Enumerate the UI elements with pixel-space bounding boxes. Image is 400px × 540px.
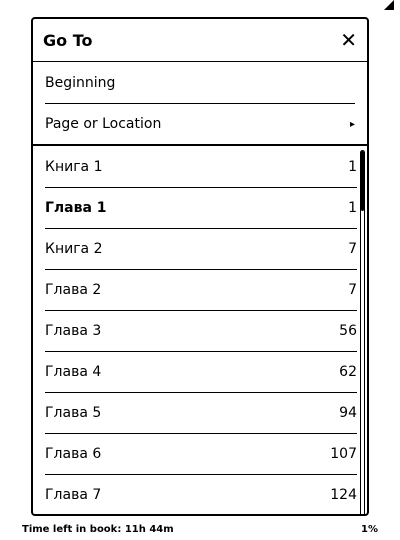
toc-item-label: Книга 2: [45, 241, 103, 257]
toc-item-page: 124: [330, 487, 357, 503]
go-to-beginning[interactable]: [45, 62, 355, 103]
toc-item-label: Глава 4: [45, 364, 102, 380]
toc-item-label: Глава 2: [45, 282, 102, 298]
toc-item[interactable]: [45, 228, 357, 269]
toc-item-label: Глава 3: [45, 323, 102, 339]
toc-item[interactable]: [45, 351, 357, 392]
toc-item-label: Глава 5: [45, 405, 102, 421]
scrollbar[interactable]: [360, 150, 365, 516]
toc-item[interactable]: [45, 433, 357, 474]
toc-item-page: 107: [330, 446, 357, 462]
toc-item-label: Глава 7: [45, 487, 102, 503]
go-to-page-or-location-label: Page or Location: [45, 116, 162, 132]
dialog-title: Go To: [43, 30, 93, 50]
go-to-page-or-location[interactable]: [45, 103, 355, 144]
toc-item[interactable]: [45, 269, 357, 310]
scrollbar-thumb[interactable]: [361, 151, 364, 211]
close-icon[interactable]: ✕: [340, 28, 357, 52]
chevron-right-icon: ▸: [349, 118, 355, 130]
toc-item-page: 7: [348, 282, 357, 298]
toc-item-page: 62: [339, 364, 357, 380]
toc-item-label: Книга 1: [45, 158, 103, 175]
go-to-dialog: [31, 17, 369, 516]
toc-item-label: Глава 6: [45, 446, 102, 462]
toc-item-page: 94: [339, 405, 357, 421]
toc-item[interactable]: [45, 146, 357, 187]
toc-list: [33, 146, 357, 515]
dialog-header: [33, 19, 367, 62]
toc-item-page: 1: [348, 158, 357, 175]
time-left-in-book: Time left in book: 11h 44m: [22, 523, 174, 535]
toc-item-page: 1: [348, 200, 357, 216]
reading-progress-percent: 1%: [361, 523, 378, 535]
toc-item[interactable]: [45, 392, 357, 433]
table-of-contents[interactable]: [33, 146, 367, 516]
toc-item-page: 7: [348, 241, 357, 257]
go-to-beginning-label: Beginning: [45, 74, 116, 91]
toc-item-label: Глава 1: [45, 200, 107, 216]
navigation-options: [33, 62, 367, 146]
reader-footer: [0, 518, 400, 540]
toc-item[interactable]: [45, 187, 357, 228]
bookmark-corner-icon[interactable]: [384, 0, 394, 10]
toc-item[interactable]: [45, 474, 357, 515]
toc-item-page: 56: [339, 323, 357, 339]
toc-item[interactable]: [45, 310, 357, 351]
